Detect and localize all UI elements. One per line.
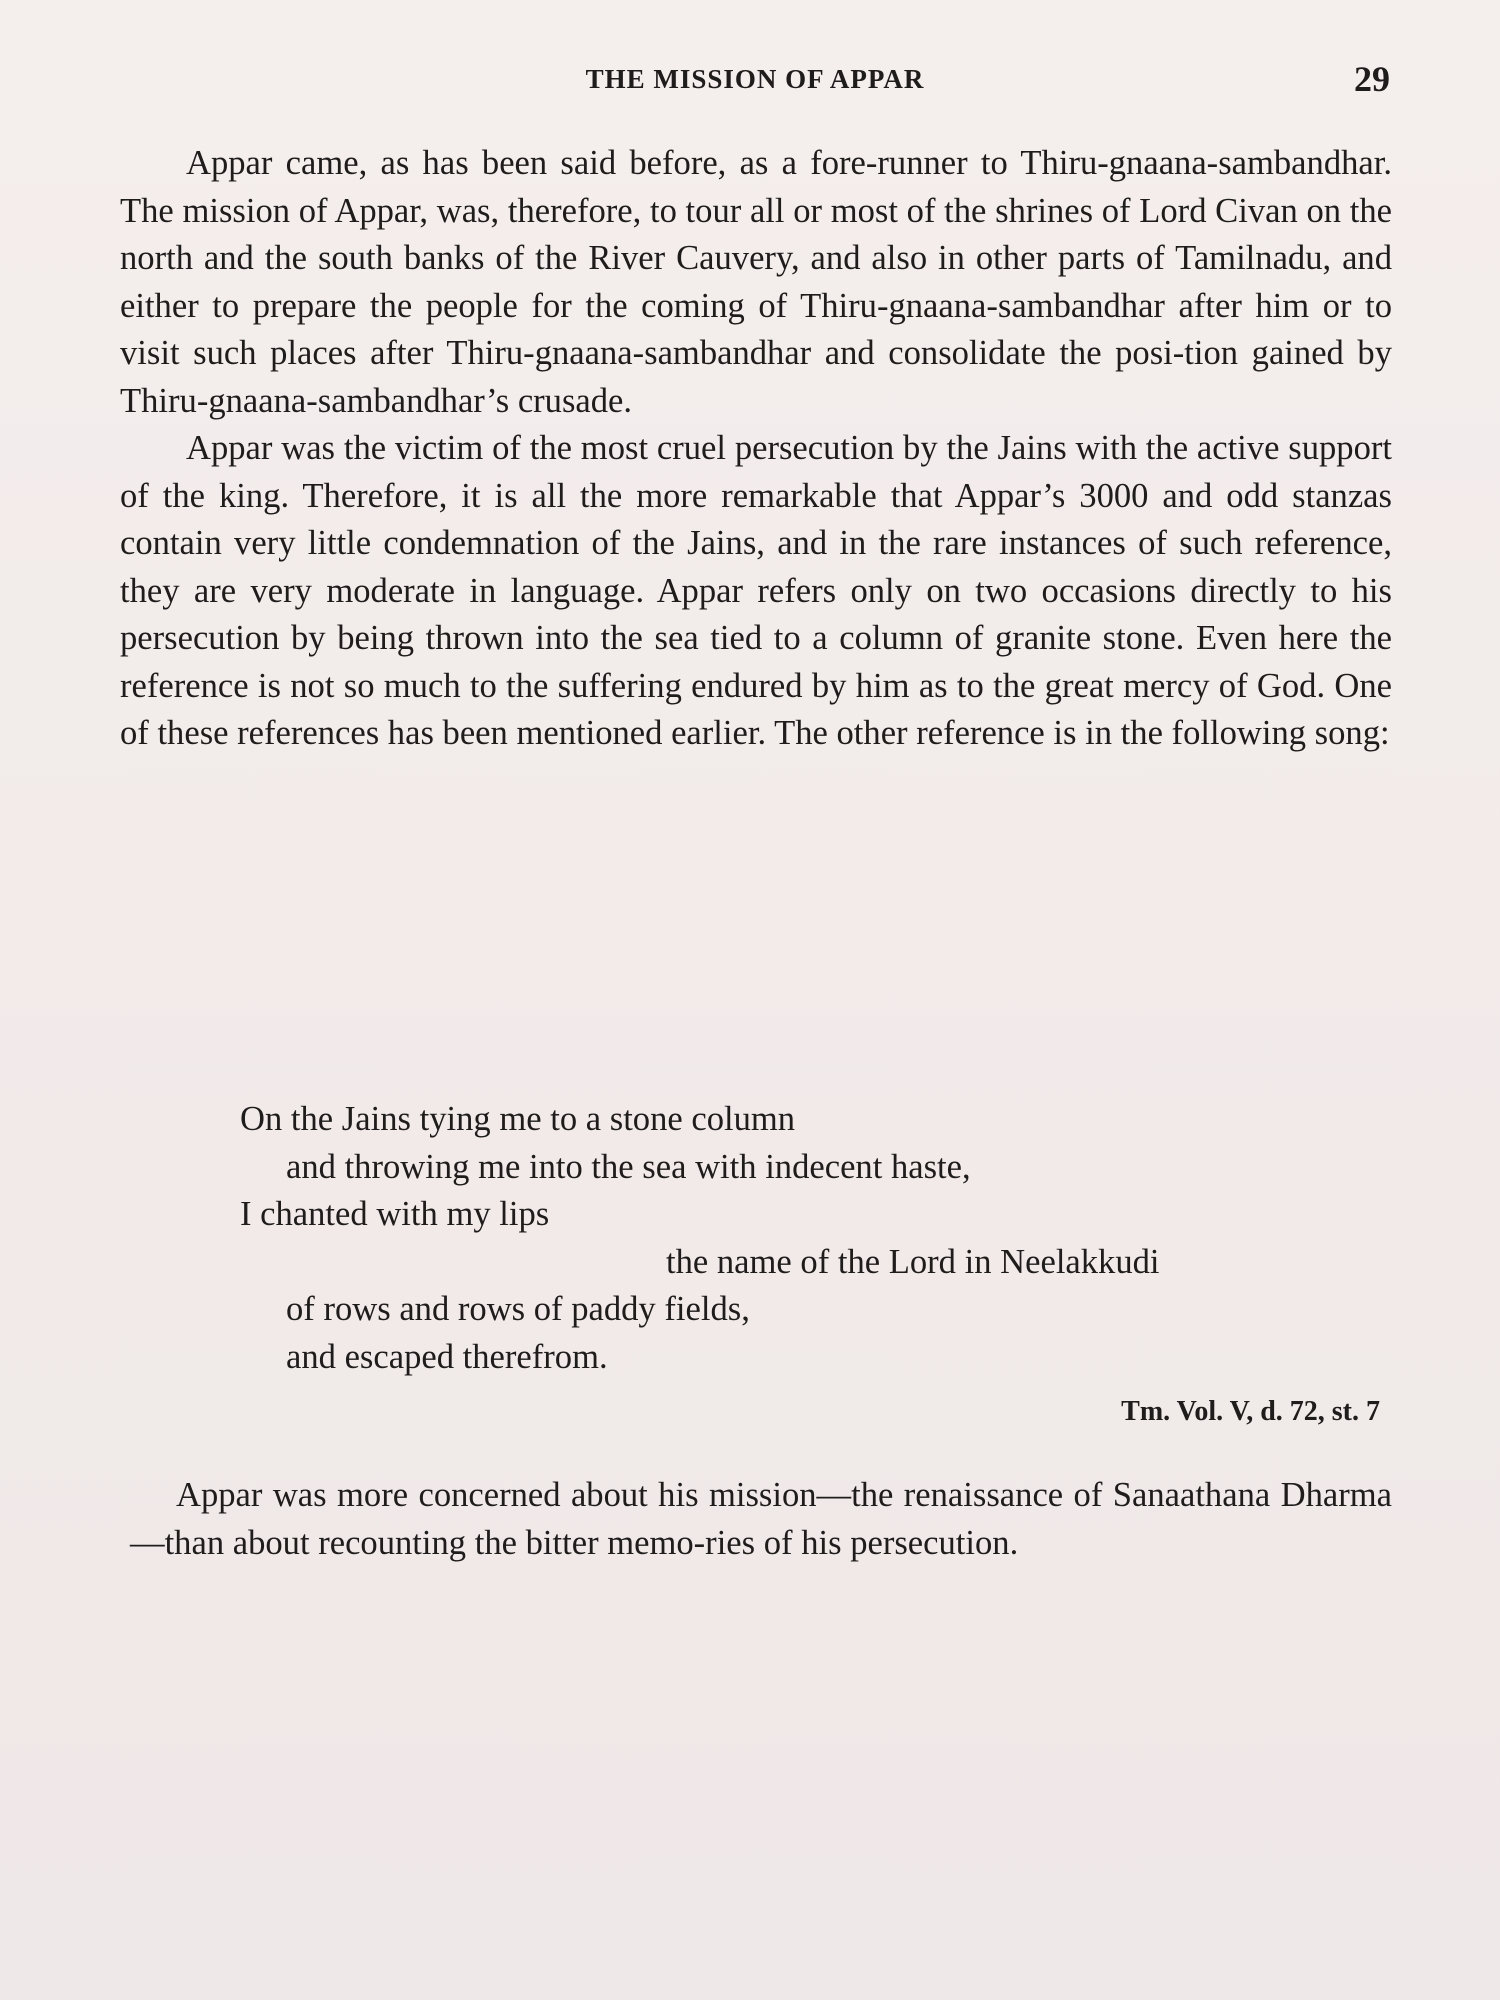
verse-line: and throwing me into the sea with indecent haste, [286, 1147, 971, 1186]
verse-line: of rows and rows of paddy fields, [286, 1290, 750, 1328]
body-text [120, 140, 1392, 758]
verse-line: the name of the Lord in Neelakkudi [666, 1242, 1160, 1281]
closing-text [130, 1472, 1392, 1567]
verse-line: On the Jains tying me to a stone column [240, 1100, 796, 1138]
page-number: 29 [1354, 59, 1390, 99]
verse-line: and escaped therefrom. [286, 1337, 608, 1376]
running-title: THE MISSION OF APPAR [585, 64, 925, 94]
paragraph: Appar came, as has been said before, as a fore-runner to Thiru-gnaana-sambandhar. The mission of Appar, was, therefore, to tour all or most of the shrines of Lord Civan on the north and the south banks of the River Cauvery, and also in other parts of Tamilnadu, and either to prepare the people for the coming of Thiru-gnaana-sambandhar after him or to visit such places after Thiru-gnaana-sambandhar and consolidate the posi-tion gained by Thiru-gnaana-sambandhar’s crusade. [120, 144, 1392, 420]
verse-quotation [240, 1096, 1390, 1381]
paragraph: Appar was the victim of the most cruel persecution by the Jains with the active support of the king. Therefore, it is all the more remarkable that Appar’s 3000 and odd stanzas contain very little condemnation of the Jains, and in the rare instances of such reference, they are very moderate in language. Appar refers only on two occasions directly to his persecution by being thrown into the sea tied to a column of granite stone. Even here the reference is not so much to the suffering endured by him as to the great mercy of God. One of these references has been mentioned earlier. The other reference is in the following song: [120, 429, 1392, 752]
running-head [120, 58, 1390, 108]
verse-citation: Tm. Vol. V, d. 72, st. 7 [1121, 1396, 1380, 1427]
paragraph: Appar was more concerned about his mission—the renaissance of Sanaathana Dharma—than about recounting the bitter memo-ries of his persecution. [130, 1476, 1392, 1562]
verse-line: I chanted with my lips [240, 1195, 550, 1233]
